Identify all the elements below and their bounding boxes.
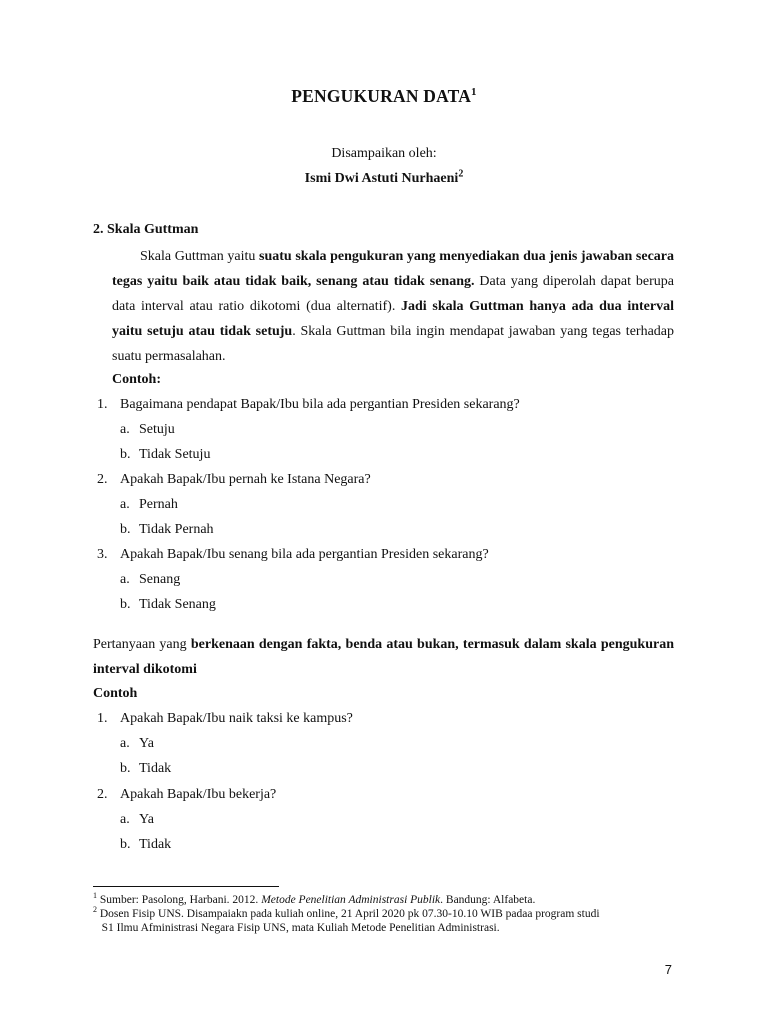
option-text: Tidak Senang: [139, 597, 216, 612]
footnote-2-continued: S1 Ilmu Afministrasi Negara Fisip UNS, mata Kuliah Metode Penelitian Administrasi.: [93, 922, 500, 934]
option-letter: a.: [120, 812, 130, 827]
option-letter: a.: [120, 736, 130, 751]
option-letter: a.: [120, 497, 130, 512]
option-letter: b.: [120, 597, 131, 612]
question-text: Bagaimana pendapat Bapak/Ibu bila ada pergantian Presiden sekarang?: [120, 397, 520, 412]
section-heading: 2. Skala Guttman: [93, 222, 199, 237]
author-name: Ismi Dwi Astuti Nurhaeni$^2$: [304, 168, 464, 186]
example-label: Contoh:: [112, 372, 162, 387]
option-text: Ya: [139, 736, 154, 751]
footnote-divider: [93, 886, 279, 887]
option-text: Ya: [139, 812, 154, 827]
option-text: Tidak: [139, 837, 172, 852]
page-number: 7: [664, 962, 672, 977]
question-text: Apakah Bapak/Ibu senang bila ada pergantian Presiden sekarang?: [120, 547, 489, 562]
option-text: Pernah: [139, 497, 178, 512]
option-text: Tidak Setuju: [139, 447, 211, 462]
question-number: 1.: [97, 397, 108, 412]
option-letter: a.: [120, 572, 130, 587]
option-text: Setuju: [139, 422, 175, 437]
section-paragraph: Skala Guttman yaitu suatu skala pengukuran yang menyediakan dua jenis jawaban secara tegas yaitu baik atau tidak baik, senang atau tidak senang. Data yang diperolah dapat berupa data interval atau ratio dikotomi (dua alternatif). Jadi skala Guttman hanya ada dua interval yaitu setuju atau tidak setuju. Skala Guttman bila ingin mendapat jawaban yang tegas terhadap suatu permasalahan.: [112, 249, 675, 364]
option-text: Tidak Pernah: [139, 522, 214, 537]
question-text: Apakah Bapak/Ibu naik taksi ke kampus?: [120, 711, 353, 726]
option-letter: b.: [120, 522, 131, 537]
option-letter: b.: [120, 761, 131, 776]
title-footnote-ref: 1: [471, 86, 477, 99]
question-text: Apakah Bapak/Ibu bekerja?: [120, 787, 277, 802]
option-letter: b.: [120, 837, 131, 852]
option-letter: a.: [120, 422, 130, 437]
note-paragraph: Pertanyaan yang berkenaan dengan fakta, benda atau bukan, termasuk dalam skala pengukuran interval dikotomi: [93, 637, 674, 677]
option-letter: b.: [120, 447, 131, 462]
example2-label: Contoh: [93, 686, 138, 701]
page-title: PENGUKURAN DATA$^1$: [291, 86, 477, 106]
footnote-1: $^1$ Sumber: Pasolong, Harbani. 2012. Metode Penelitian Administrasi Publik. Bandung: Alfabeta.: [93, 891, 536, 906]
question-number: 3.: [97, 547, 108, 562]
question-number: 1.: [97, 711, 108, 726]
question-number: 2.: [97, 472, 108, 487]
presented-by: Disampaikan oleh:: [331, 146, 437, 161]
question-number: 2.: [97, 787, 108, 802]
question-text: Apakah Bapak/Ibu pernah ke Istana Negara?: [120, 472, 371, 487]
author-footnote-ref: 2: [458, 168, 464, 180]
option-text: Senang: [139, 572, 181, 587]
option-text: Tidak: [139, 761, 172, 776]
footnote-2: $^2$ Dosen Fisip UNS. Disampaiakn pada kuliah online, 21 April 2020 pk 07.30-10.10 WIB padaa program studi: [93, 905, 600, 920]
